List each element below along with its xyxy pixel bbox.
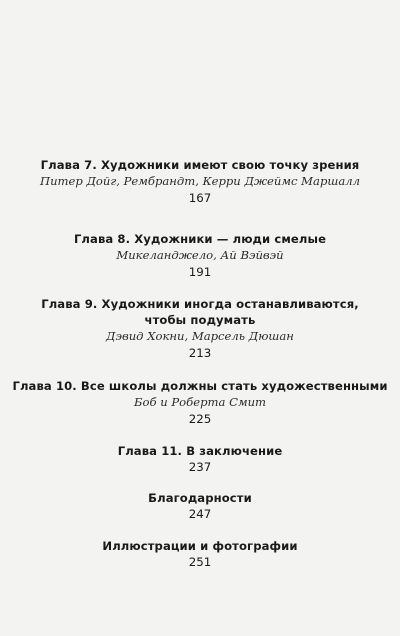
page-number: 213 <box>188 346 212 360</box>
chapter-authors: Питер Дойг, Рембрандт, Керри Джеймс Маршалл <box>39 174 361 188</box>
toc-entry-illustrations <box>0 538 400 570</box>
chapter-authors: Микеланджело, Ай Вэйвэй <box>116 248 284 262</box>
chapter-title-continuation: чтобы подумать <box>144 313 256 327</box>
page-number: 237 <box>188 460 212 474</box>
section-title: Благодарности <box>148 491 252 505</box>
chapter-authors: Дэвид Хокни, Марсель Дюшан <box>106 329 294 343</box>
toc-entry-chapter-11 <box>0 443 400 475</box>
chapter-title: Глава 8. Художники — люди смелые <box>73 232 327 246</box>
toc-entry-chapter-10 <box>0 378 400 427</box>
toc-entry-acknowledgements <box>0 490 400 522</box>
toc-entry-chapter-8 <box>0 231 400 280</box>
chapter-title: Глава 10. Все школы должны стать художественными <box>12 379 388 393</box>
chapter-title: Глава 11. В заключение <box>117 444 283 458</box>
page-number: 191 <box>188 265 212 279</box>
toc-entry-chapter-7 <box>0 157 400 206</box>
page-number: 167 <box>188 191 212 205</box>
chapter-title: Глава 9. Художники иногда останавливаются, <box>41 297 359 311</box>
page-number: 225 <box>188 412 212 426</box>
chapter-authors: Боб и Роберта Смит <box>133 395 267 409</box>
section-title: Иллюстрации и фотографии <box>102 539 298 553</box>
page-number: 251 <box>188 555 212 569</box>
toc-entry-chapter-9 <box>0 296 400 361</box>
page-number: 247 <box>188 507 212 521</box>
chapter-title: Глава 7. Художники имеют свою точку зрения <box>40 158 360 172</box>
